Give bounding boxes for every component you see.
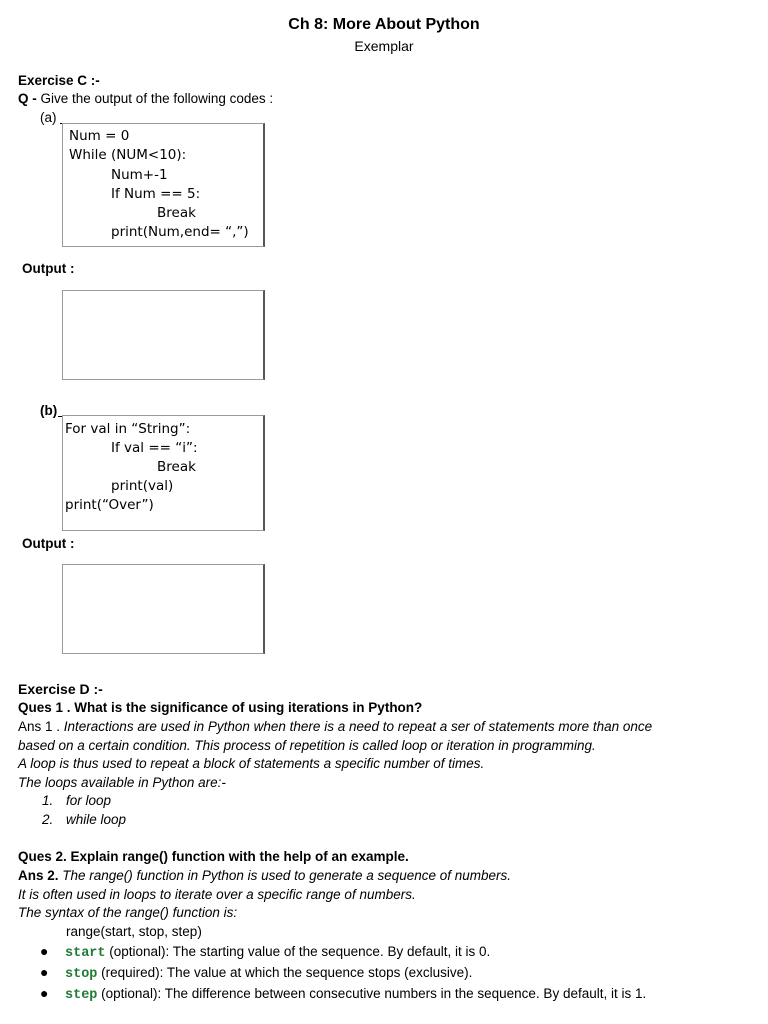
code-a-line-3: Num+-1	[111, 167, 168, 183]
exercise-d-heading: Exercise D :-	[18, 681, 103, 697]
question-1: Ques 1 . What is the significance of using iterations in Python?	[18, 700, 423, 715]
code-a-line-4: If Num == 5:	[111, 186, 201, 202]
param-step-text: (optional): The difference between consecutive numbers in the sequence. By default, it is 1.	[97, 986, 647, 1001]
code-a-line-1: Num = 0	[69, 128, 130, 144]
answer-1-text: Interactions are used in Python when there is a need to repeat a ser of statements more than once	[63, 719, 653, 734]
code-a-line-6: print(Num,end= “,”)	[111, 224, 249, 240]
answer-1-line-1	[18, 719, 652, 734]
loop-item-num-2: 2.	[42, 812, 54, 827]
output-box-a[interactable]	[62, 290, 265, 380]
output-label-a: Output :	[22, 261, 75, 276]
code-a-line-2: While (NUM<10):	[69, 147, 187, 163]
answer-1-line-4: The loops available in Python are:-	[18, 775, 226, 790]
param-start	[65, 944, 490, 961]
page-subtitle: Exemplar	[354, 38, 414, 54]
answer-2-prefix: Ans 2.	[18, 868, 63, 883]
question-2: Ques 2. Explain range() function with the help of an example.	[18, 849, 409, 864]
range-syntax: range(start, stop, step)	[66, 924, 202, 939]
exercise-c-heading: Exercise C :-	[18, 73, 100, 88]
loop-item-2: while loop	[66, 812, 127, 827]
page-title: Ch 8: More About Python	[288, 16, 480, 33]
answer-2-text: The range() function in Python is used to generate a sequence of numbers.	[62, 868, 512, 883]
question-text: Give the output of the following codes :	[36, 91, 274, 106]
bullet-icon: ●	[40, 943, 49, 959]
param-step-name: step	[65, 988, 98, 1003]
exercise-c-question	[18, 91, 273, 106]
answer-1-line-2: based on a certain condition. This process of repetition is called loop or iteration in programming.	[18, 738, 596, 753]
code-b-line-5: print(“Over”)	[65, 497, 154, 513]
output-label-b: Output :	[22, 536, 75, 551]
part-a-label: (a)	[40, 110, 57, 125]
param-start-name: start	[65, 946, 106, 961]
code-a-line-5: Break	[157, 205, 196, 221]
code-b-line-3: Break	[157, 459, 196, 475]
code-b-line-2: If val == “i”:	[111, 440, 198, 456]
answer-2-line-1	[18, 868, 511, 883]
bullet-icon: ●	[40, 985, 49, 1001]
param-stop-text: (required): The value at which the sequence stops (exclusive).	[97, 965, 473, 980]
question-prefix: Q -	[18, 91, 37, 106]
loop-item-num-1: 1.	[42, 793, 54, 808]
param-step	[65, 986, 646, 1003]
part-b-label: (b)	[40, 403, 58, 418]
param-stop-name: stop	[65, 967, 98, 982]
param-start-text: (optional): The starting value of the sequence. By default, it is 0.	[105, 944, 491, 959]
code-b-line-1: For val in “String”:	[65, 421, 191, 437]
answer-2-line-3: The syntax of the range() function is:	[18, 905, 238, 920]
answer-1-line-3: A loop is thus used to repeat a block of statements a specific number of times.	[18, 756, 485, 771]
answer-1-prefix: Ans 1 .	[18, 719, 64, 734]
param-stop	[65, 965, 472, 982]
loop-item-1: for loop	[66, 793, 112, 808]
output-box-b[interactable]	[62, 564, 265, 654]
answer-2-line-2: It is often used in loops to iterate over a specific range of numbers.	[18, 887, 416, 902]
code-b-line-4: print(val)	[111, 478, 174, 494]
bullet-icon: ●	[40, 964, 49, 980]
